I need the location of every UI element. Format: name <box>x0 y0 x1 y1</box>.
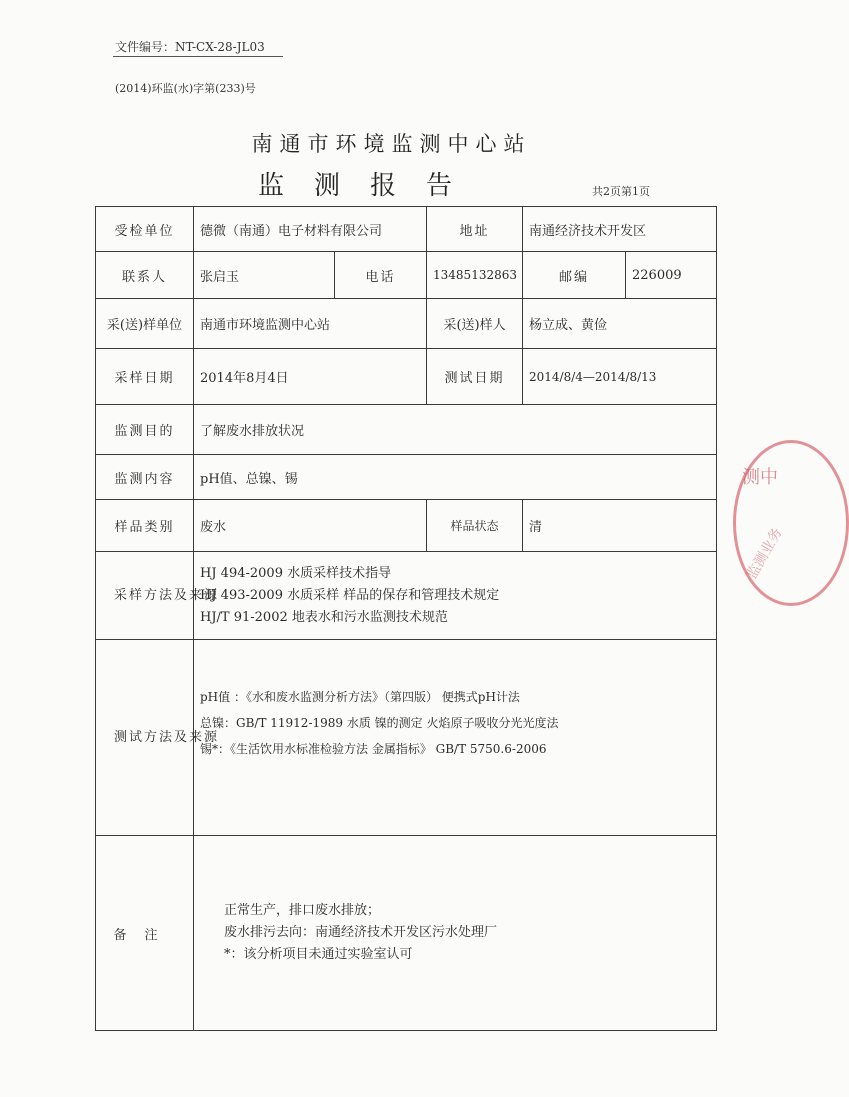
sampling-unit-label: 采(送)样单位 <box>96 299 194 349</box>
address-value: 南通经济技术开发区 <box>523 207 717 252</box>
remark-line: *：该分析项目未通过实验室认可 <box>224 947 413 962</box>
test-date-label: 测试日期 <box>427 349 523 405</box>
document-number: 文件编号：NT-CX-28-JL03 <box>115 40 265 54</box>
sampling-unit-value: 南通市环境监测中心站 <box>194 299 427 349</box>
row-sampling-method <box>96 552 717 640</box>
remarks-label: 备注 <box>96 836 194 1031</box>
sampling-method-label: 采样方法及来源 <box>96 552 194 640</box>
report-title: 监测报告 <box>258 171 483 201</box>
sampling-method-line: HJ/T 91-2002 地表水和污水监测技术规范 <box>200 609 448 625</box>
sampling-method-line: HJ 493-2009 水质采样 样品的保存和管理技术规定 <box>200 587 500 603</box>
purpose-value: 了解废水排放状况 <box>194 405 717 455</box>
report-table <box>95 206 717 1031</box>
test-method-line: pH值 ：《水和废水监测分析方法》（第四版） 便携式pH计法 <box>200 690 520 704</box>
reference-number: (2014)环监(水)字第(233)号 <box>115 82 256 95</box>
station-name: 南通市环境监测中心站 <box>251 132 532 156</box>
content-value: pH值、总镍、锡 <box>194 455 717 500</box>
state-value: 清 <box>523 500 717 552</box>
row-remarks <box>96 836 717 1031</box>
content-label: 监测内容 <box>96 455 194 500</box>
page-info: 共2页第1页 <box>592 185 650 198</box>
document-number-underline <box>113 56 283 57</box>
postcode-label: 邮编 <box>523 252 626 299</box>
row-sampling-date <box>96 349 717 405</box>
postcode-value: 226009 <box>626 252 717 299</box>
remark-line: 废水排污去向：南通经济技术开发区污水处理厂 <box>224 925 498 940</box>
test-date-value: 2014/8/4—2014/8/13 <box>523 349 717 405</box>
purpose-label: 监测目的 <box>96 405 194 455</box>
client-label: 受检单位 <box>96 207 194 252</box>
state-label: 样品状态 <box>427 500 523 552</box>
row-contact <box>96 252 717 299</box>
sampler-value: 杨立成、黄俭 <box>523 299 717 349</box>
seal-text: 监测业务 <box>743 525 786 582</box>
remarks-cell <box>194 836 717 1031</box>
official-seal <box>733 440 849 606</box>
phone-label: 电话 <box>335 252 427 299</box>
row-purpose <box>96 405 717 455</box>
category-value: 废水 <box>194 500 427 552</box>
row-sampling-unit <box>96 299 717 349</box>
sampling-method-line: HJ 494-2009 水质采样技术指导 <box>200 565 392 581</box>
sampler-label: 采(送)样人 <box>427 299 523 349</box>
address-label: 地址 <box>427 207 523 252</box>
category-label: 样品类别 <box>96 500 194 552</box>
row-client <box>96 207 717 252</box>
contact-label: 联系人 <box>96 252 194 299</box>
sampling-date-label: 采样日期 <box>96 349 194 405</box>
phone-value: 13485132863 <box>427 252 523 299</box>
sampling-method-cell <box>194 552 717 640</box>
row-test-method <box>96 640 717 836</box>
test-method-cell <box>194 640 717 836</box>
test-method-label: 测试方法及来源 <box>96 640 194 836</box>
row-category <box>96 500 717 552</box>
sampling-date-value: 2014年8月4日 <box>194 349 427 405</box>
client-value: 德微（南通）电子材料有限公司 <box>194 207 427 252</box>
test-method-line: 总镍：GB/T 11912-1989 水质 镍的测定 火焰原子吸收分光光度法 <box>200 716 559 730</box>
seal-text: 测中 <box>742 467 778 488</box>
row-content <box>96 455 717 500</box>
contact-value: 张启玉 <box>194 252 335 299</box>
test-method-line: 锡*：《生活饮用水标准检验方法 金属指标》 GB/T 5750.6-2006 <box>200 742 547 756</box>
remark-line: 正常生产，排口废水排放； <box>224 903 381 918</box>
